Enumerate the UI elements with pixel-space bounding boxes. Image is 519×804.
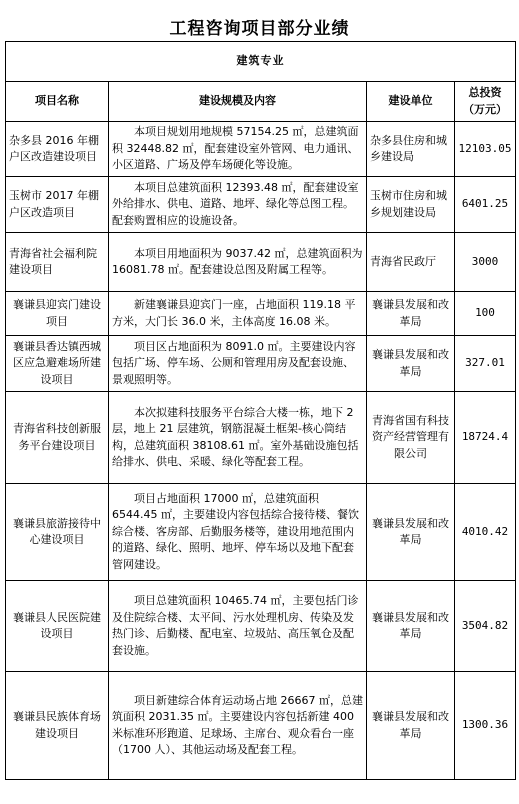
project-name: 襄谦县民族体育场建设项目: [6, 672, 109, 780]
project-description: 本项目用地面积为 9037.42 ㎡，总建筑面积为 16081.78 ㎡。配套建设总图及附属工程等。: [109, 233, 367, 292]
project-description: 新建襄谦县迎宾门一座，占地面积 119.18 平方米，大门长 36.0 米，主体高度 16.08 米。: [109, 292, 367, 336]
project-name: 杂多县 2016 年棚户区改造建设项目: [6, 122, 109, 177]
total-investment: 3504.82: [455, 581, 516, 672]
project-name: 青海省社会福利院建设项目: [6, 233, 109, 292]
construction-unit: 襄谦县发展和改革局: [367, 581, 455, 672]
project-name: 玉树市 2017 年棚户区改造项目: [6, 177, 109, 233]
page-title: 工程咨询项目部分业绩: [169, 19, 350, 39]
column-header-row: [6, 82, 516, 122]
project-description: 项目区占地面积为 8091.0 ㎡。主要建设内容包括广场、停车场、公厕和管理用房及配套设施、景观照明等。: [109, 336, 367, 392]
total-investment: 1300.36: [455, 672, 516, 780]
project-description: 项目占地面积 17000 ㎡，总建筑面积 6544.45 ㎡，主要建设内容包括综合接待楼、餐饮综合楼、客房部、后勤服务楼等，建设用地范围内的道路、绿化、照明、地坪、停车场以及地下配套管网建设。: [109, 484, 367, 581]
table-row: [6, 392, 516, 484]
construction-unit: 襄谦县发展和改革局: [367, 292, 455, 336]
project-description: 本项目规划用地规模 57154.25 ㎡，总建筑面积 32448.82 ㎡，配套建设室外管网、电力通讯、小区道路、广场及停车场硬化等设施。: [109, 122, 367, 177]
project-description: 项目总建筑面积 10465.74 ㎡，主要包括门诊及住院综合楼、太平间、污水处理机房、传染及发热门诊、后勤楼、配电室、垃圾站、高压氧仓及配套设施。: [109, 581, 367, 672]
column-header-unit: 建设单位: [367, 82, 455, 122]
section-header-row: [6, 42, 516, 82]
column-header-investment: 总投资（万元）: [455, 82, 516, 122]
project-description: 本项目总建筑面积 12393.48 ㎡，配套建设室外给排水、供电、道路、地坪、绿化等总图工程。配套购置相应的设施设备。: [109, 177, 367, 233]
project-name: 青海省科技创新服务平台建设项目: [6, 392, 109, 484]
project-name: 襄谦县旅游接待中心建设项目: [6, 484, 109, 581]
projects-table: [5, 41, 516, 780]
column-header-desc: 建设规模及内容: [109, 82, 367, 122]
project-name: 襄谦县人民医院建设项目: [6, 581, 109, 672]
project-description: 项目新建综合体育运动场占地 26667 ㎡，总建筑面积 2031.35 ㎡。主要建设内容包括新建 400 米标准环形跑道、足球场、主席台、观众看台一座（1700 人）、其他运动场及配套工程。: [109, 672, 367, 780]
total-investment: 18724.4: [455, 392, 516, 484]
table-row: [6, 122, 516, 177]
total-investment: 327.01: [455, 336, 516, 392]
total-investment: 6401.25: [455, 177, 516, 233]
total-investment: 12103.05: [455, 122, 516, 177]
project-name: 襄谦县迎宾门建设项目: [6, 292, 109, 336]
construction-unit: 襄谦县发展和改革局: [367, 484, 455, 581]
table-row: [6, 292, 516, 336]
project-description: 本次拟建科技服务平台综合大楼一栋，地下 2 层，地上 21 层建筑，钢筋混凝土框架-核心筒结构，总建筑面积 38108.61 ㎡。室外基础设施包括给排水、供电、采暖、绿化等配套工程。: [109, 392, 367, 484]
table-row: [6, 581, 516, 672]
table-row: [6, 336, 516, 392]
column-header-name: 项目名称: [6, 82, 109, 122]
construction-unit: 襄谦县发展和改革局: [367, 672, 455, 780]
total-investment: 3000: [455, 233, 516, 292]
construction-unit: 青海省民政厅: [367, 233, 455, 292]
construction-unit: 青海省国有科技资产经营管理有限公司: [367, 392, 455, 484]
section-title: 建筑专业: [6, 42, 516, 82]
construction-unit: 杂多县住房和城乡建设局: [367, 122, 455, 177]
total-investment: 100: [455, 292, 516, 336]
total-investment: 4010.42: [455, 484, 516, 581]
table-row: [6, 233, 516, 292]
construction-unit: 襄谦县发展和改革局: [367, 336, 455, 392]
construction-unit: 玉树市住房和城乡规划建设局: [367, 177, 455, 233]
table-row: [6, 484, 516, 581]
project-name: 襄谦县香达镇西城区应急避难场所建设项目: [6, 336, 109, 392]
table-row: [6, 672, 516, 780]
table-row: [6, 177, 516, 233]
